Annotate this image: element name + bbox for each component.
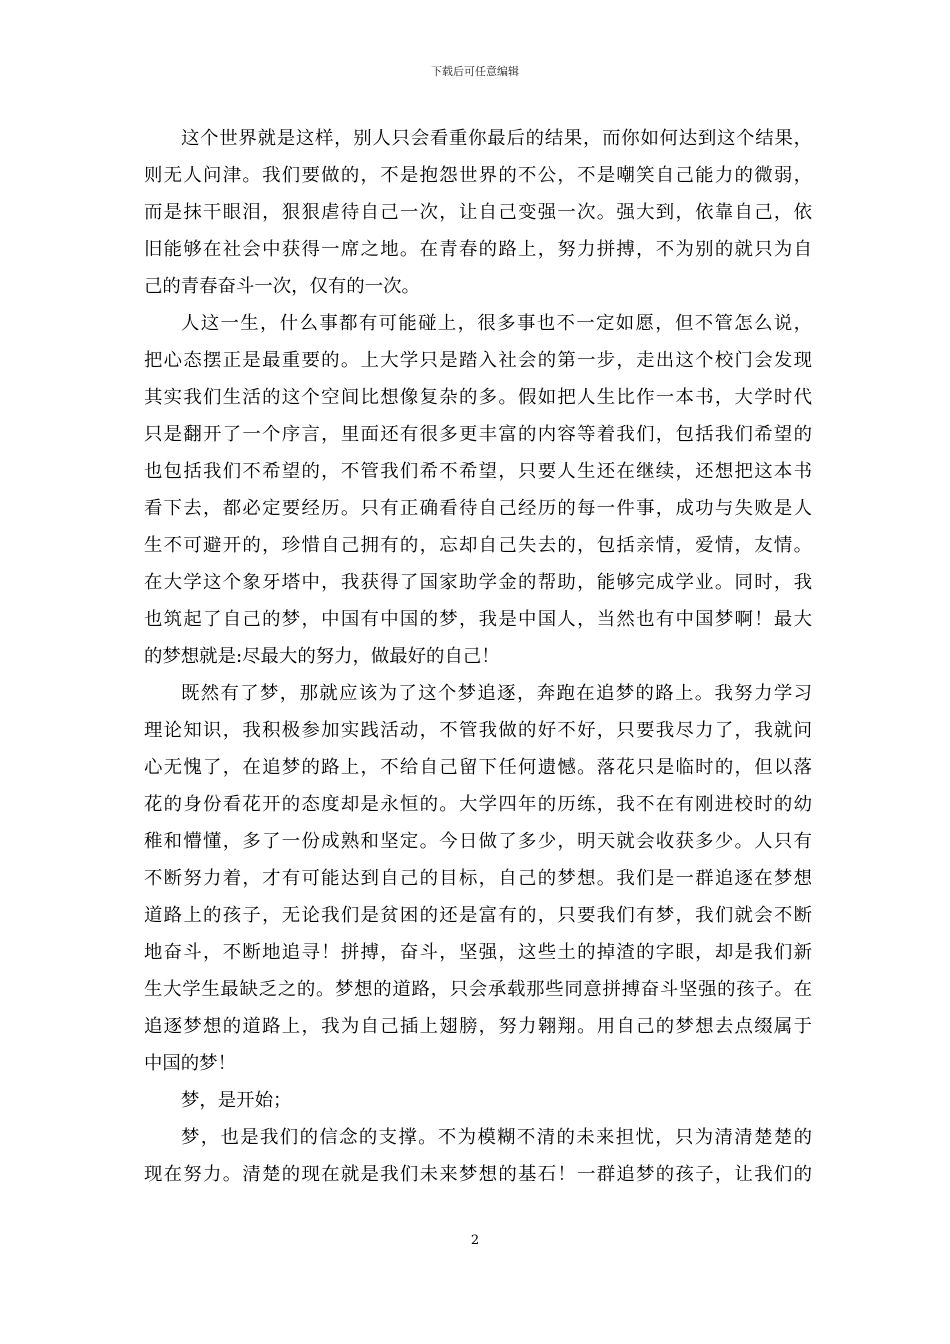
document-body [144,120,812,1193]
text-line: 在大学这个象牙塔中，我获得了国家助学金的帮助，能够完成学业。同时，我 [144,572,812,593]
text-line: 的梦想就是:尽最大的努力，做最好的自己！ [144,646,500,667]
text-line: 旧能够在社会中获得一席之地。在青春的路上，努力拼搏，不为别的就只为自 [144,239,812,260]
page-number: 2 [470,1233,480,1248]
text-line: 己的青春奋斗一次，仅有的一次。 [144,276,420,297]
text-line: 道路上的孩子，无论我们是贫困的还是富有的，只要我们有梦，我们就会不断 [144,905,812,926]
text-line: 稚和懵懂，多了一份成熟和坚定。今日做了多少，明天就会收获多少。人只有 [144,831,812,852]
text-line: 中国的梦！ [144,1053,236,1074]
page-header: 下载后可任意编辑 [431,65,519,78]
text-line: 而是抹干眼泪，狠狠虐待自己一次，让自己变强一次。强大到，依靠自己，依 [144,202,812,223]
text-line: 也包括我们不希望的，不管我们希不希望，只要人生还在继续，还想把这本书 [144,461,812,482]
text-line: 把心态摆正是最重要的。上大学只是踏入社会的第一步，走出这个校门会发现 [144,350,812,371]
text-line: 生不可避开的，珍惜自己拥有的，忘却自己失去的，包括亲情，爱情，友情。 [144,535,812,556]
text-line: 看下去，都必定要经历。只有正确看待自己经历的每一件事，成功与失败是人 [144,498,812,519]
paragraph-2 [144,305,812,675]
text-line: 追逐梦想的道路上，我为自己插上翅膀，努力翱翔。用自己的梦想去点缀属于 [144,1016,812,1037]
text-line: 理论知识，我积极参加实践活动，不管我做的好不好，只要我尽力了，我就问 [144,720,812,741]
paragraph-5 [144,1119,812,1193]
text-line: 只是翻开了一个序言，里面还有很多更丰富的内容等着我们，包括我们希望的 [144,424,812,445]
text-line: 其实我们生活的这个空间比想像复杂的多。假如把人生比作一本书，大学时代 [144,387,812,408]
text-line: 不断努力着，才有可能达到自己的目标，自己的梦想。我们是一群追逐在梦想 [144,868,812,889]
text-line: 既然有了梦，那就应该为了这个梦追逐，奔跑在追梦的路上。我努力学习 [181,683,812,704]
text-line: 则无人问津。我们要做的，不是抱怨世界的不公，不是嘲笑自己能力的微弱， [144,165,812,186]
paragraph-3 [144,675,812,1082]
text-line: 生大学生最缺乏之的。梦想的道路，只会承载那些同意拼搏奋斗坚强的孩子。在 [144,979,812,1000]
text-line: 也筑起了自己的梦，中国有中国的梦，我是中国人，当然也有中国梦啊！最大 [144,609,812,630]
text-line: 心无愧了，在追梦的路上，不给自己留下任何遗憾。落花只是临时的，但以落 [144,757,812,778]
text-line: 花的身份看花开的态度却是永恒的。大学四年的历练，我不在有刚进校时的幼 [144,794,812,815]
text-line: 梦，也是我们的信念的支撑。不为模糊不清的未来担忧，只为清清楚楚的 [181,1127,812,1148]
text-line: 地奋斗，不断地追寻！拼搏，奋斗，坚强，这些土的掉渣的字眼，却是我们新 [144,942,812,963]
text-line: 梦，是开始； [181,1090,292,1111]
text-line: 现在努力。清楚的现在就是我们未来梦想的基石！一群追梦的孩子，让我们的 [144,1164,812,1185]
paragraph-1 [144,120,812,305]
paragraph-4 [144,1082,812,1119]
text-line: 这个世界就是这样，别人只会看重你最后的结果，而你如何达到这个结果， [181,128,812,149]
text-line: 人这一生，什么事都有可能碰上，很多事也不一定如愿，但不管怎么说， [181,313,812,334]
